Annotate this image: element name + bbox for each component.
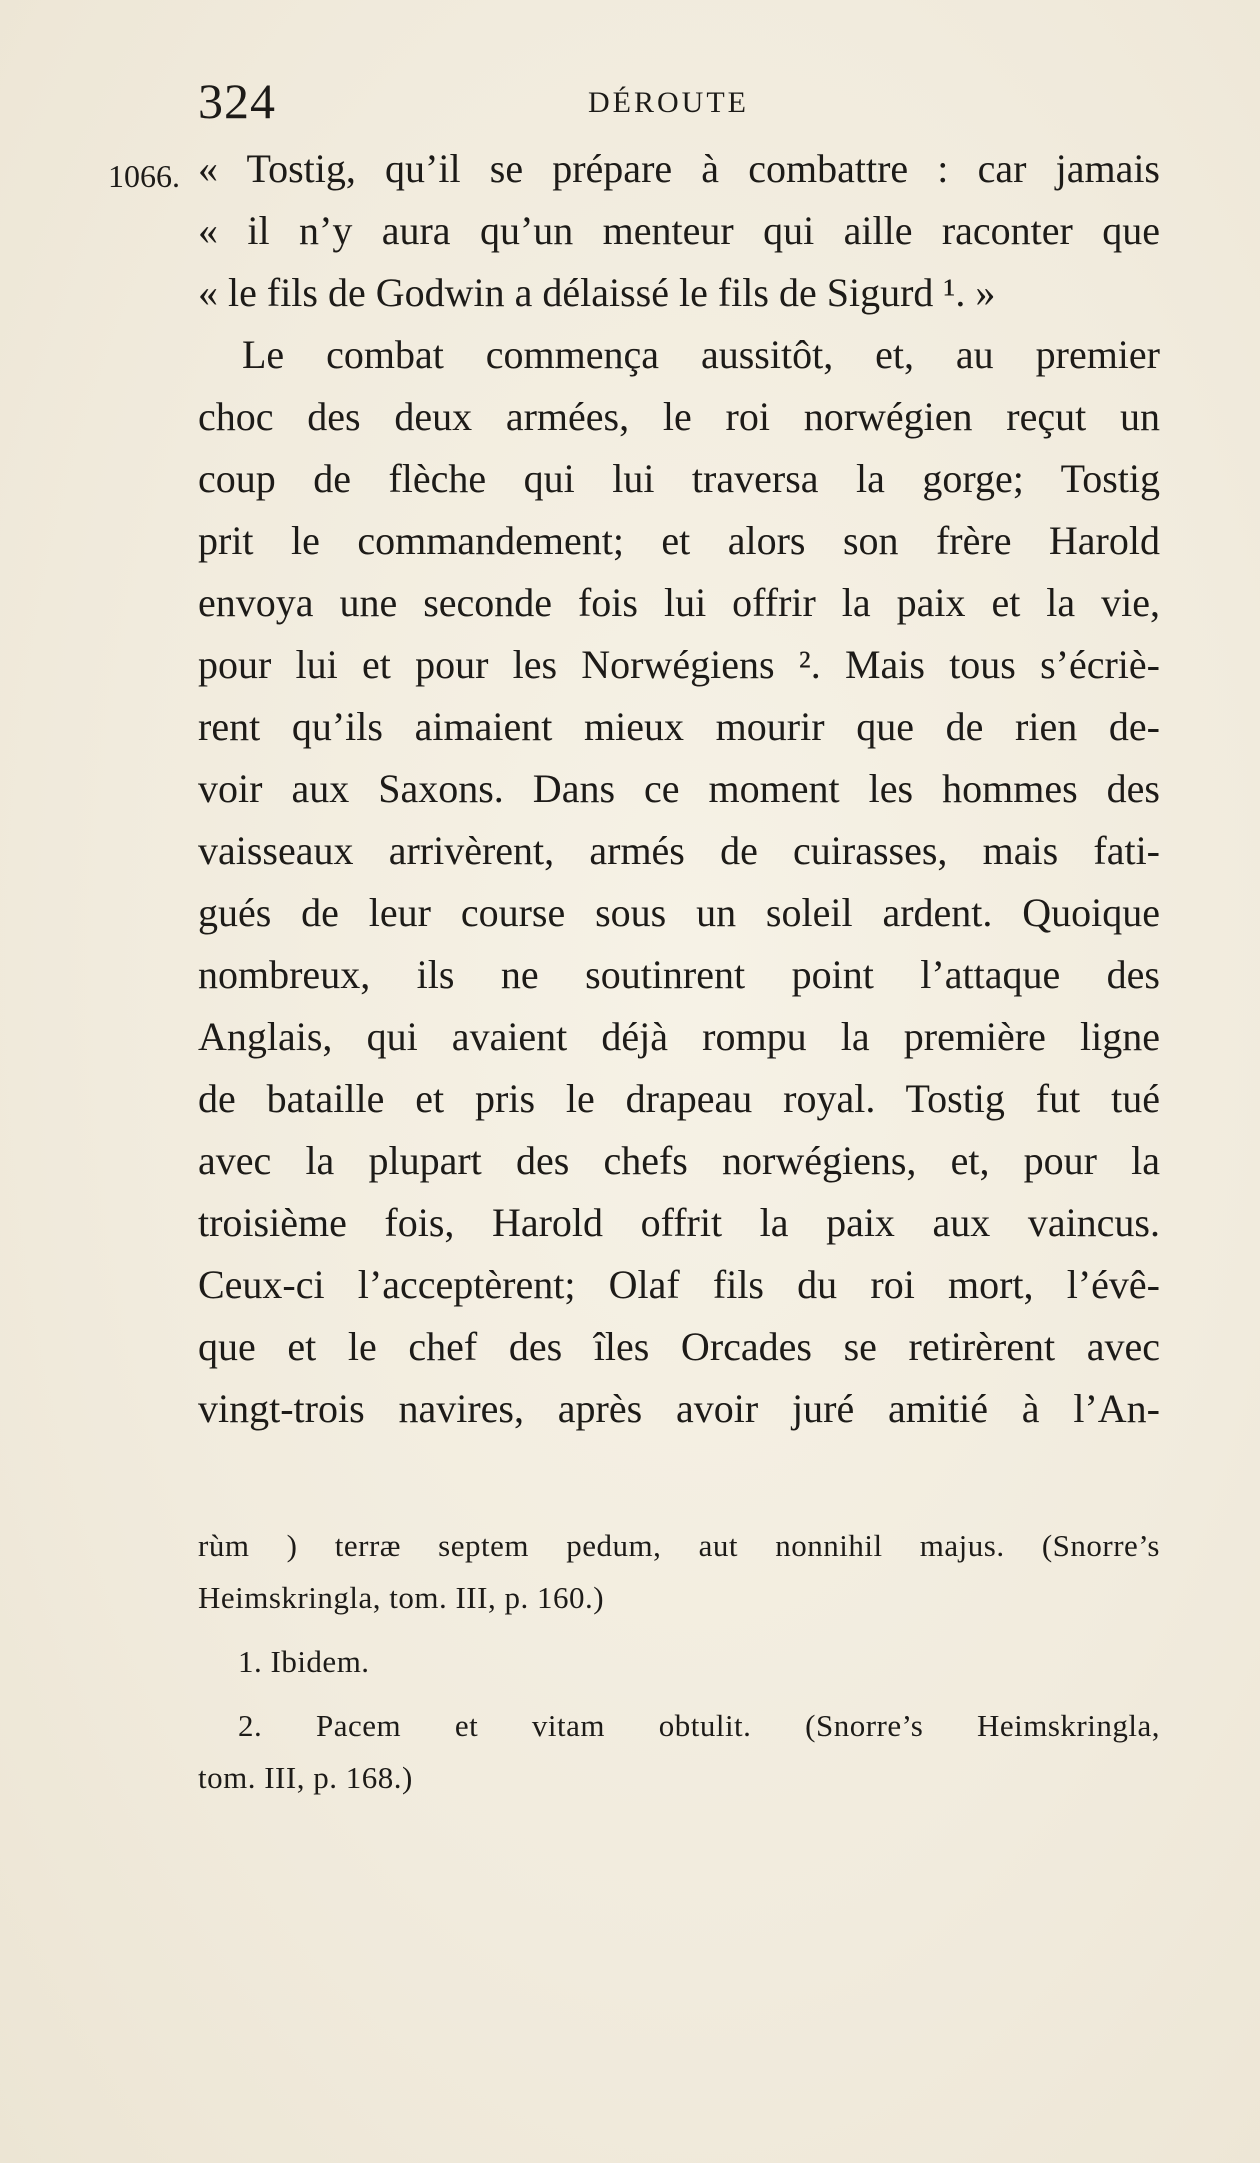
margin-year-note: 1066. — [108, 158, 180, 194]
page-header — [198, 72, 1158, 132]
body-line: vingt-trois navires, après avoir juré amitié à l’An- — [198, 1386, 1160, 1431]
footnote-continuation: Heimskringla, tom. III, p. 160.) — [198, 1580, 605, 1615]
body-line: Ceux-ci l’acceptèrent; Olaf fils du roi mort, l’évê- — [198, 1262, 1160, 1307]
body-line: avec la plupart des chefs norwégiens, et, pour la — [198, 1138, 1160, 1183]
body-line: Anglais, qui avaient déjà rompu la première ligne — [198, 1014, 1160, 1059]
footnote-2-continuation: tom. III, p. 168.) — [198, 1760, 413, 1795]
body-line: choc des deux armées, le roi norwégien reçut un — [198, 394, 1160, 439]
body-line: pour lui et pour les Norwégiens ². Mais tous s’écriè- — [198, 642, 1160, 687]
running-head: DÉROUTE — [588, 86, 749, 119]
body-line: de bataille et pris le drapeau royal. Tostig fut tué — [198, 1076, 1160, 1121]
body-line: vaisseaux arrivèrent, armés de cuirasses, mais fati- — [198, 828, 1160, 873]
footnotes — [198, 1520, 1160, 1804]
body-text — [198, 138, 1160, 1440]
footnote-continuation: rùm ) terræ septem pedum, aut nonnihil majus. (Snorre’s — [198, 1528, 1160, 1563]
body-line: « Tostig, qu’il se prépare à combattre : car jamais — [198, 146, 1160, 191]
body-line: « le fils de Godwin a délaissé le fils de Sigurd ¹. » — [198, 270, 996, 315]
body-line: nombreux, ils ne soutinrent point l’attaque des — [198, 952, 1160, 997]
footnote-2: 2. Pacem et vitam obtulit. (Snorre’s Heimskringla, — [238, 1708, 1160, 1743]
body-line: rent qu’ils aimaient mieux mourir que de rien de- — [198, 704, 1160, 749]
body-line: coup de flèche qui lui traversa la gorge; Tostig — [198, 456, 1160, 501]
body-line: envoya une seconde fois lui offrir la paix et la vie, — [198, 580, 1160, 625]
body-line: gués de leur course sous un soleil ardent. Quoique — [198, 890, 1160, 935]
footnote-1: 1. Ibidem. — [238, 1644, 370, 1679]
page-number: 324 — [198, 73, 276, 129]
body-line: troisième fois, Harold offrit la paix aux vaincus. — [198, 1200, 1160, 1245]
body-line: « il n’y aura qu’un menteur qui aille raconter que — [198, 208, 1160, 253]
body-line: Le combat commença aussitôt, et, au premier — [242, 332, 1160, 377]
body-line: que et le chef des îles Orcades se retirèrent avec — [198, 1324, 1160, 1369]
body-line: voir aux Saxons. Dans ce moment les hommes des — [198, 766, 1160, 811]
body-line: prit le commandement; et alors son frère Harold — [198, 518, 1160, 563]
